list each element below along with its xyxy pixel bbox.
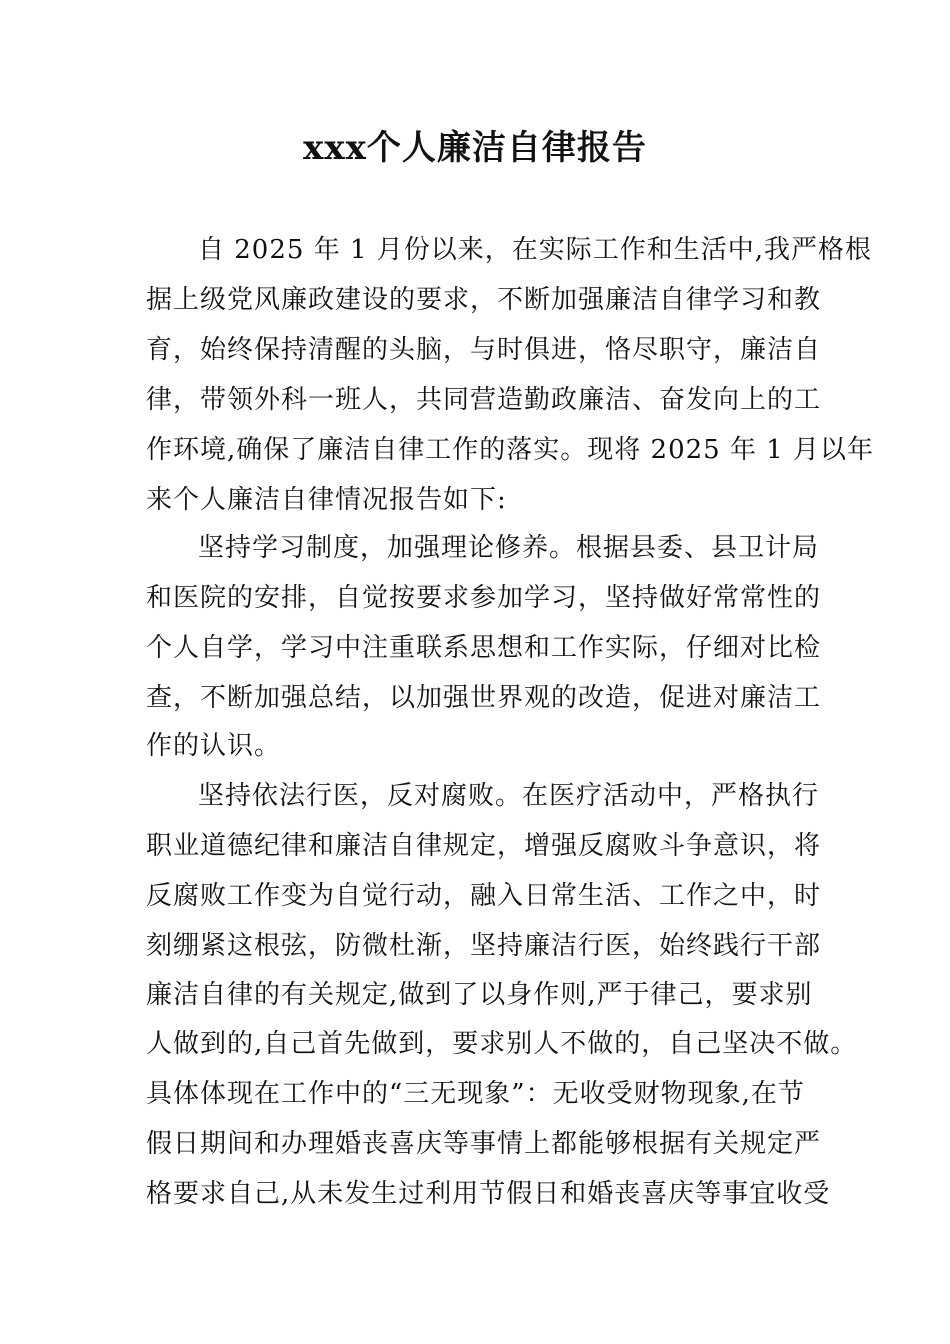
paragraph-3-line-6: 人做到的,自己首先做到，要求别人不做的，自己坚决不做。	[146, 1029, 858, 1059]
paragraph-3-line-1: 坚持依法行医，反对腐败。在医疗活动中，严格执行	[198, 781, 820, 811]
paragraph-3-line-9: 格要求自己,从未发生过利用节假日和婚丧喜庆等事宜收受	[146, 1179, 831, 1209]
paragraph-3-line-7: 具体体现在工作中的“三无现象”：无收受财物现象,在节	[146, 1079, 805, 1109]
paragraph-2-line-3: 个人自学，学习中注重联系思想和工作实际，仔细对比检	[146, 633, 822, 663]
paragraph-1-line-6: 来个人廉洁自律情况报告如下:	[146, 485, 507, 515]
paragraph-2-line-4: 查，不断加强总结，以加强世界观的改造，促进对廉洁工	[146, 683, 822, 713]
paragraph-3-line-2: 职业道德纪律和廉洁自律规定，增强反腐败斗争意识，将	[146, 831, 822, 861]
paragraph-2-line-2: 和医院的安排，自觉按要求参加学习，坚持做好常常性的	[146, 583, 822, 613]
paragraph-3-line-4: 刻绷紧这根弦，防微杜渐，坚持廉洁行医，始终践行干部	[146, 931, 822, 961]
document-title: xxx个人廉洁自律报告	[303, 128, 647, 168]
paragraph-1-line-5: 作环境,确保了廉洁自律工作的落实。现将 2025 年 1 月以年	[146, 435, 875, 465]
paragraph-1-line-3: 育，始终保持清醒的头脑，与时俱进，恪尽职守，廉洁自	[146, 335, 822, 365]
paragraph-1-line-1: 自 2025 年 1 月份以来，在实际工作和生活中,我严格根	[198, 235, 873, 265]
paragraph-1-line-4: 律，带领外科一班人，共同营造勤政廉洁、奋发向上的工	[146, 385, 822, 415]
paragraph-2-line-5: 作的认识。	[146, 731, 282, 761]
paragraph-1-line-2: 据上级党风廉政建设的要求，不断加强廉洁自律学习和教	[146, 285, 822, 315]
paragraph-3-line-5: 廉洁自律的有关规定,做到了以身作则,严于律己，要求别	[146, 980, 813, 1010]
paragraph-3-line-8: 假日期间和办理婚丧喜庆等事情上都能够根据有关规定严	[146, 1129, 822, 1159]
paragraph-2-line-1: 坚持学习制度，加强理论修养。根据县委、县卫计局	[198, 533, 820, 563]
paragraph-3-line-3: 反腐败工作变为自觉行动，融入日常生活、工作之中，时	[146, 881, 822, 911]
